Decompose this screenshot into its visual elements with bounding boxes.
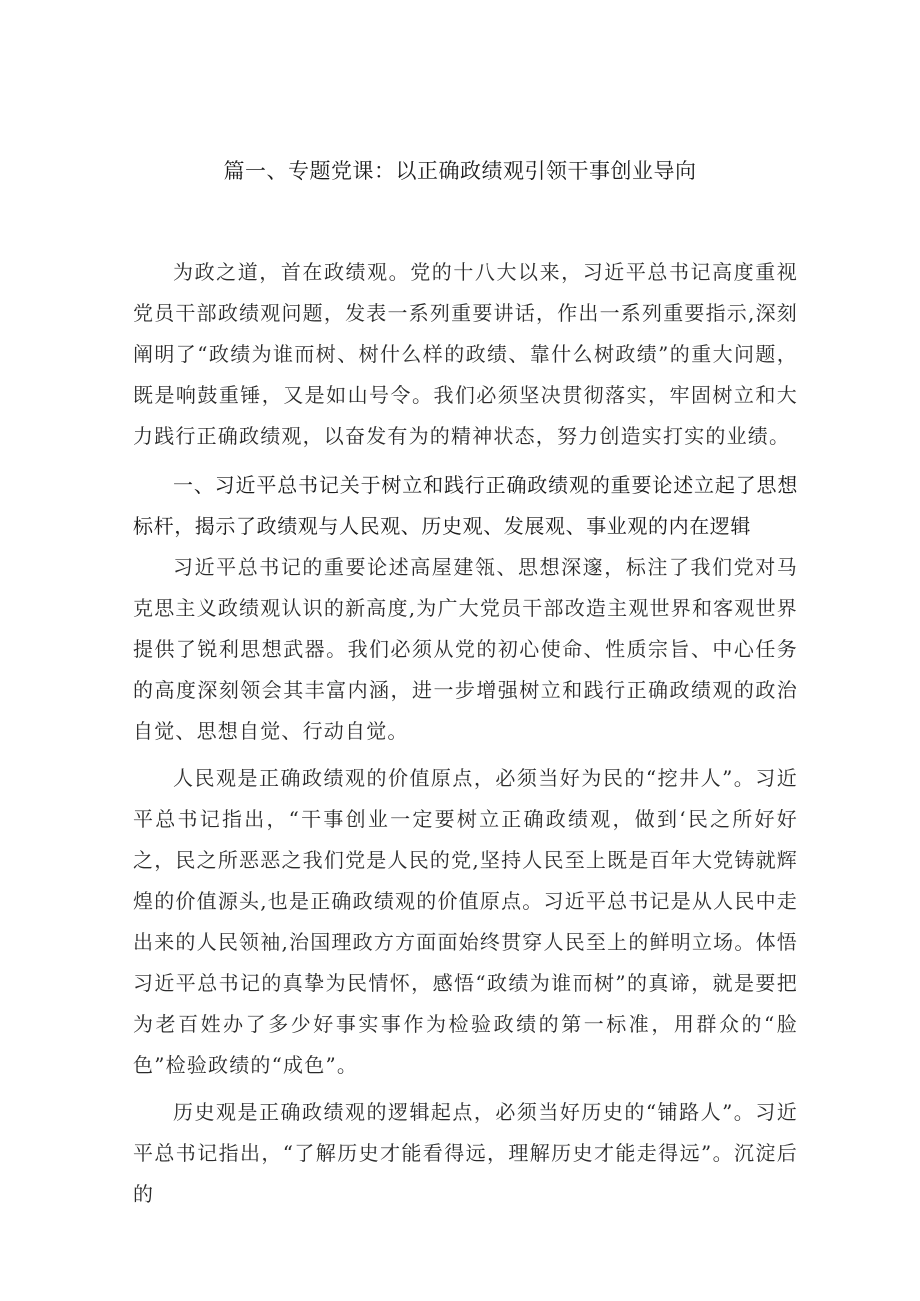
document-title: 篇一、专题党课：以正确政绩观引领干事创业导向 <box>223 159 697 183</box>
body-paragraph: 历史观是正确政绩观的逻辑起点，必须当好历史的“铺路人”。习近平总书记指出，“了解历史才能看得远，理解历史才能走得远”。沉淀后的 <box>133 1100 798 1206</box>
intro-paragraph: 为政之道，首在政绩观。党的十八大以来，习近平总书记高度重视党员干部政绩观问题，发表一系列重要讲话，作出一系列重要指示,深刻阐明了“政绩为谁而树、树什么样的政绩、靠什么树政绩”的重大问题，既是响鼓重锤，又是如山号令。我们必须坚决贯彻落实，牢固树立和大力践行正确政绩观，以奋发有为的精神状态，努力创造实打实的业绩。 <box>133 260 798 448</box>
body-paragraph: 习近平总书记的重要论述高屋建瓴、思想深邃，标注了我们党对马克思主义政绩观认识的新高度,为广大党员干部改造主观世界和客观世界提供了锐利思想武器。我们必须从党的初心使命、性质宗旨、中心任务的高度深刻领会其丰富内涵，进一步增强树立和践行正确政绩观的政治自觉、思想自觉、行动自觉。 <box>133 555 798 743</box>
document-body <box>133 252 798 1215</box>
section-heading: 一、习近平总书记关于树立和践行正确政绩观的重要论述立起了思想标杆，揭示了政绩观与人民观、历史观、发展观、事业观的内在逻辑 <box>133 473 798 538</box>
body-paragraph: 人民观是正确政绩观的价值原点，必须当好为民的“挖井人”。习近平总书记指出，“干事创业一定要树立正确政绩观，做到‘民之所好好之，民之所恶恶之我们党是人民的党,坚持人民至上既是百年大党铸就辉煌的价值源头,也是正确政绩观的价值原点。习近平总书记是从人民中走出来的人民领袖,治国理政方方面面始终贯穿人民至上的鲜明立场。体悟习近平总书记的真挚为民情怀，感悟“政绩为谁而树”的真谛，就是要把为老百姓办了多少好事实事作为检验政绩的第一标准，用群众的“脸色”检验政绩的“成色”。 <box>133 766 798 1077</box>
